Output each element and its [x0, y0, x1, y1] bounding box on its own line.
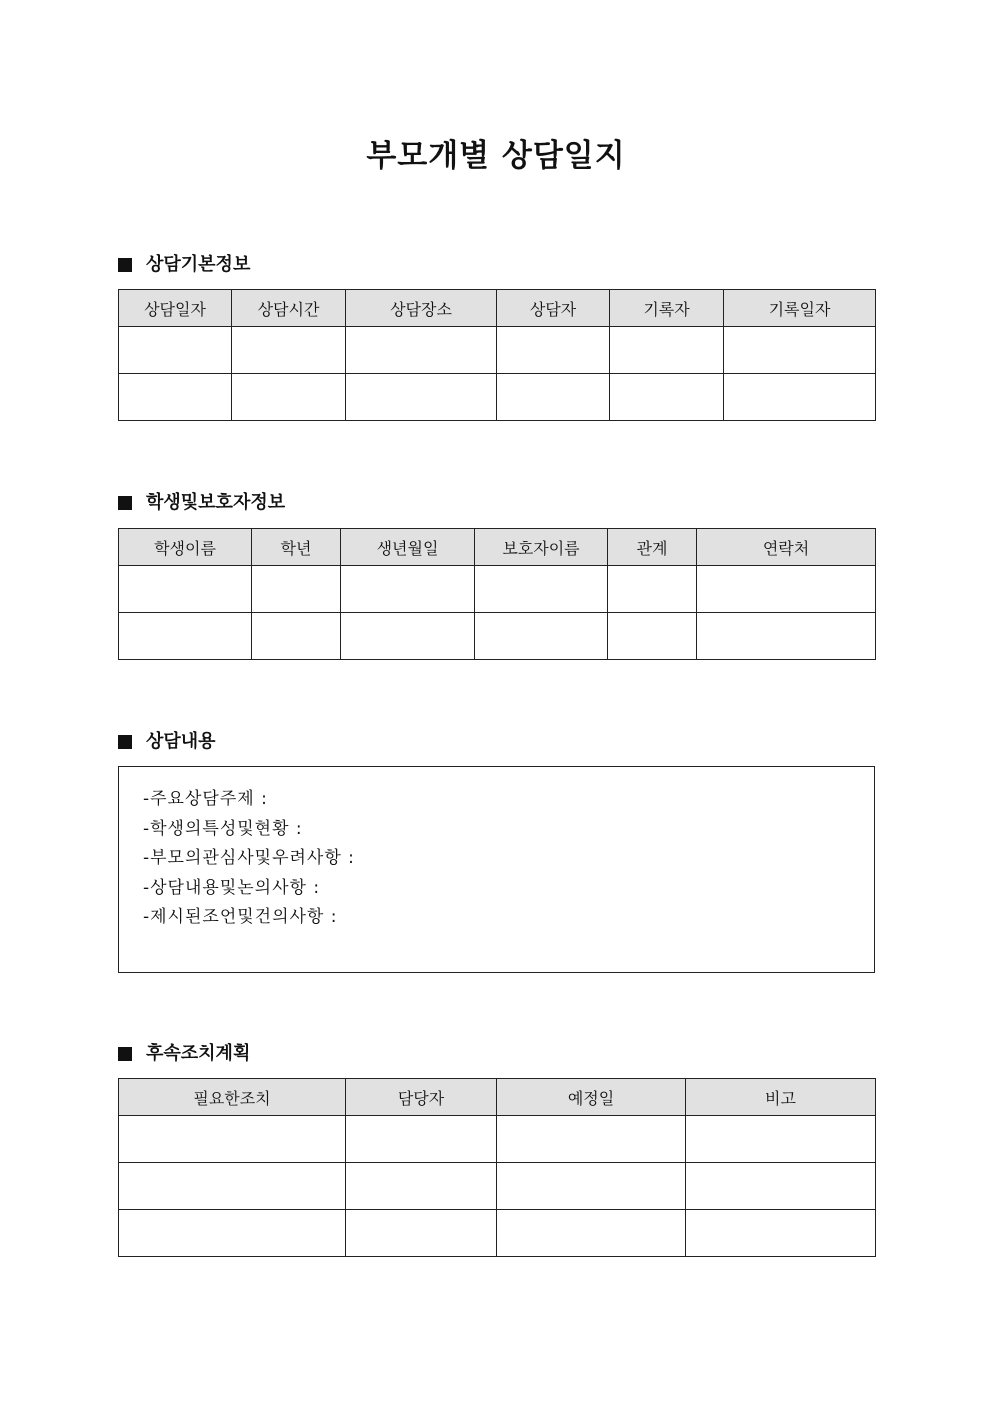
basic-info-table [118, 289, 876, 421]
table-cell[interactable] [608, 613, 697, 660]
table-cell[interactable] [724, 374, 876, 421]
square-bullet-icon [118, 258, 132, 272]
column-header: 기록일자 [724, 290, 876, 327]
column-header: 연락처 [697, 529, 876, 566]
table-cell[interactable] [232, 374, 346, 421]
table-header-row [119, 1079, 876, 1116]
table-cell[interactable] [346, 1210, 497, 1257]
table-cell[interactable] [497, 1163, 686, 1210]
table-cell[interactable] [346, 1116, 497, 1163]
column-header: 보호자이름 [475, 529, 608, 566]
table-cell[interactable] [119, 1116, 346, 1163]
column-header: 상담장소 [346, 290, 497, 327]
section-heading-followup-plan [118, 1042, 250, 1066]
student-info-table [118, 528, 876, 660]
table-cell[interactable] [497, 1210, 686, 1257]
square-bullet-icon [118, 496, 132, 510]
section-title: 상담기본정보 [146, 254, 251, 275]
table-cell[interactable] [341, 613, 475, 660]
content-item-parent-concerns: -부모의관심사및우려사항 : [143, 848, 355, 868]
table-row [119, 374, 876, 421]
table-cell[interactable] [346, 327, 497, 374]
table-row [119, 327, 876, 374]
column-header: 상담자 [497, 290, 610, 327]
table-cell[interactable] [475, 613, 608, 660]
section-heading-student-info [118, 491, 285, 515]
section-title: 학생및보호자정보 [146, 492, 286, 513]
table-cell[interactable] [252, 613, 341, 660]
table-cell[interactable] [232, 327, 346, 374]
column-header: 생년월일 [341, 529, 475, 566]
table-cell[interactable] [119, 374, 232, 421]
table-cell[interactable] [341, 566, 475, 613]
table-cell[interactable] [686, 1116, 876, 1163]
table-cell[interactable] [497, 327, 610, 374]
table-header-row [119, 290, 876, 327]
table-cell[interactable] [119, 1210, 346, 1257]
table-cell[interactable] [119, 1163, 346, 1210]
table-cell[interactable] [686, 1163, 876, 1210]
table-cell[interactable] [697, 613, 876, 660]
table-cell[interactable] [346, 1163, 497, 1210]
column-header: 비고 [686, 1079, 876, 1116]
table-cell[interactable] [686, 1210, 876, 1257]
section-title: 상담내용 [146, 731, 216, 752]
content-item-main-topic: -주요상담주제 : [143, 789, 268, 809]
section-heading-counseling-content [118, 730, 216, 754]
table-header-row [119, 529, 876, 566]
square-bullet-icon [118, 735, 132, 749]
table-cell[interactable] [497, 1116, 686, 1163]
column-header: 기록자 [610, 290, 724, 327]
section-title: 후속조치계획 [146, 1043, 251, 1064]
table-row [119, 1210, 876, 1257]
section-heading-basic-info [118, 253, 250, 277]
column-header: 필요한조치 [119, 1079, 346, 1116]
content-item-discussion: -상담내용및논의사항 : [143, 877, 321, 898]
table-row [119, 1116, 876, 1163]
column-header: 예정일 [497, 1079, 686, 1116]
table-row [119, 566, 876, 613]
table-cell[interactable] [119, 613, 252, 660]
table-cell[interactable] [697, 566, 876, 613]
column-header: 학년 [252, 529, 341, 566]
table-cell[interactable] [252, 566, 341, 613]
table-cell[interactable] [610, 327, 724, 374]
page-title: 부모개별 상담일지 [366, 138, 626, 174]
table-cell[interactable] [346, 374, 497, 421]
column-header: 학생이름 [119, 529, 252, 566]
table-cell[interactable] [119, 566, 252, 613]
column-header: 관계 [608, 529, 697, 566]
table-row [119, 1163, 876, 1210]
content-item-advice: -제시된조언및건의사항 : [143, 907, 338, 927]
table-cell[interactable] [610, 374, 724, 421]
column-header: 상담시간 [232, 290, 346, 327]
table-cell[interactable] [497, 374, 610, 421]
square-bullet-icon [118, 1047, 132, 1061]
counseling-content-box[interactable] [118, 766, 875, 973]
table-cell[interactable] [724, 327, 876, 374]
column-header: 담당자 [346, 1079, 497, 1116]
table-row [119, 613, 876, 660]
table-cell[interactable] [119, 327, 232, 374]
column-header: 상담일자 [119, 290, 232, 327]
followup-plan-table [118, 1078, 876, 1257]
content-item-student-status: -학생의특성및현황 : [143, 818, 303, 839]
content-item-list [119, 767, 874, 933]
table-cell[interactable] [608, 566, 697, 613]
table-cell[interactable] [475, 566, 608, 613]
